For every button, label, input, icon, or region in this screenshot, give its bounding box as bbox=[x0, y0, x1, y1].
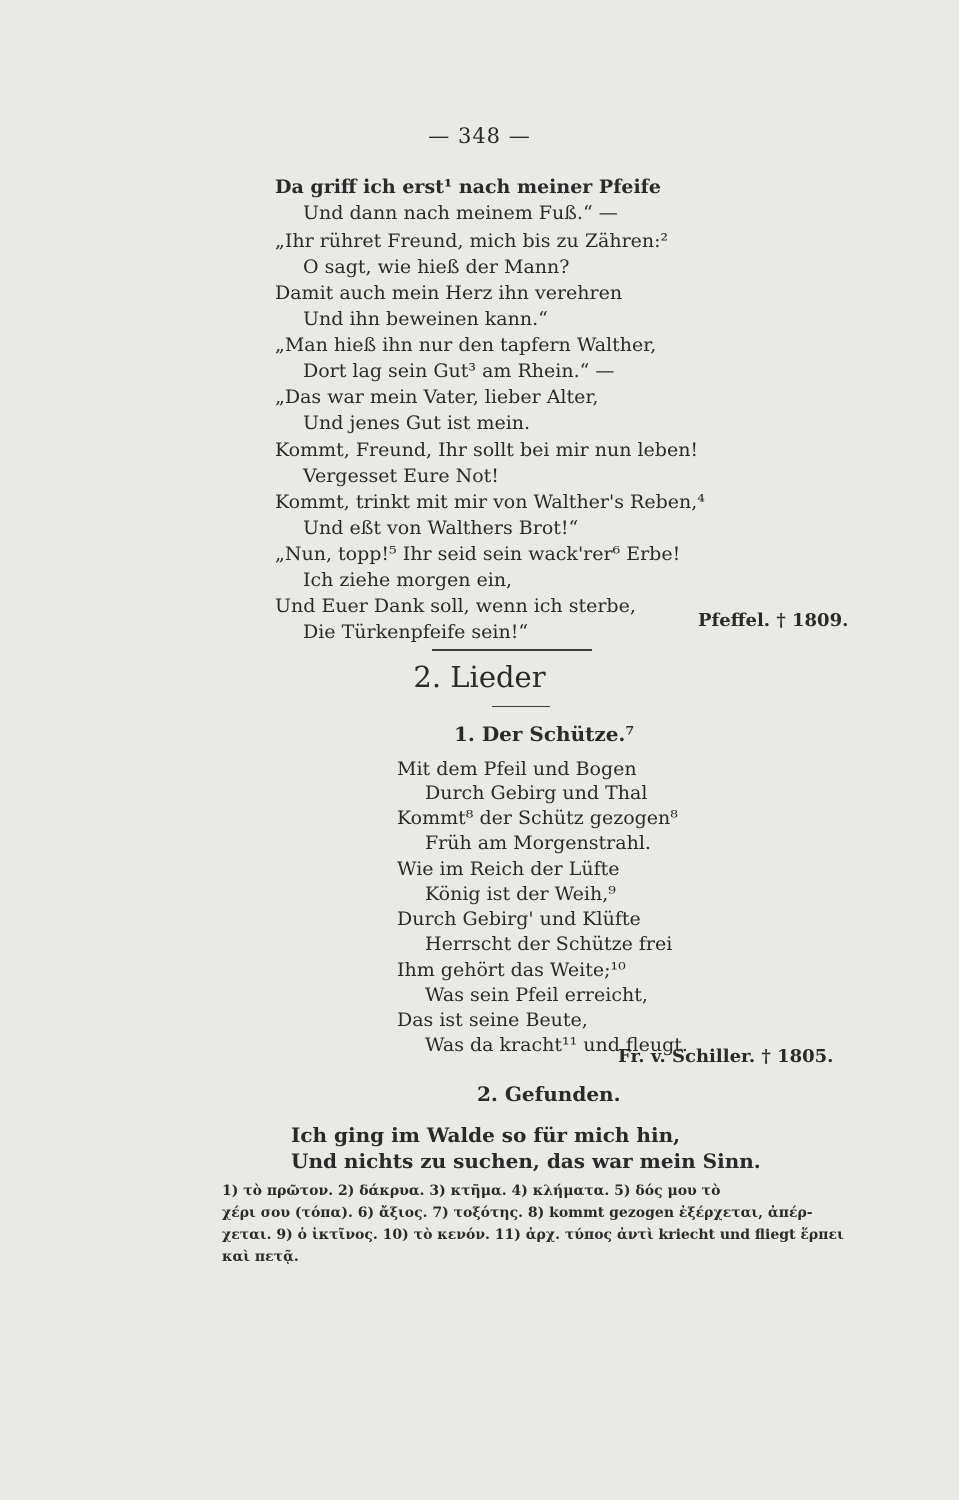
poem1-line: „Ihr rühret Freund, mich bis zu Zähren:² bbox=[275, 230, 669, 252]
song1-line: Was da kracht¹¹ und fleugt. bbox=[425, 1034, 688, 1056]
footnote-line: χέρι σου (τόπα). 6) ἄξιος. 7) τοξότης. 8) kommt gezogen ἐξέρχεται, ἀπέρ- bbox=[222, 1205, 813, 1221]
poem1-line: Und dann nach meinem Fuß.“ — bbox=[303, 202, 618, 224]
song2-line: Und nichts zu suchen, das war mein Sinn. bbox=[291, 1149, 761, 1173]
poem1-line: „Man hieß ihn nur den tapfern Walther, bbox=[275, 334, 657, 356]
footnote-line: καὶ πετᾷ. bbox=[222, 1249, 299, 1265]
song1-line: Ihm gehört das Weite;¹⁰ bbox=[397, 959, 626, 981]
song1-title: 1. Der Schütze.⁷ bbox=[454, 722, 635, 746]
divider-rule bbox=[432, 649, 592, 651]
song1-line: Herrscht der Schütze frei bbox=[425, 933, 673, 955]
page-number: — 348 — bbox=[428, 124, 531, 148]
poem1-line: Und eßt von Walthers Brot!“ bbox=[303, 517, 579, 539]
song1-line: Kommt⁸ der Schütz gezogen⁸ bbox=[397, 807, 678, 829]
poem1-author: Pfeffel. † 1809. bbox=[698, 610, 849, 631]
song1-line: Das ist seine Beute, bbox=[397, 1009, 588, 1031]
song1-line: Durch Gebirg' und Klüfte bbox=[397, 908, 641, 930]
poem1-line: Damit auch mein Herz ihn verehren bbox=[275, 282, 623, 304]
poem1-line: Dort lag sein Gut³ am Rhein.“ — bbox=[303, 360, 615, 382]
song2-title: 2. Gefunden. bbox=[477, 1082, 621, 1106]
divider-rule bbox=[492, 706, 550, 707]
section-title: 2. Lieder bbox=[413, 660, 546, 694]
song1-author: Fr. v. Schiller. † 1805. bbox=[618, 1046, 834, 1067]
song1-line: Früh am Morgenstrahl. bbox=[425, 832, 651, 854]
song1-line: Durch Gebirg und Thal bbox=[425, 782, 648, 804]
poem1-line: „Das war mein Vater, lieber Alter, bbox=[275, 386, 599, 408]
poem1-line: Und ihn beweinen kann.“ bbox=[303, 308, 548, 330]
poem1-line: Kommt, trinkt mit mir von Walther's Reben,⁴ bbox=[275, 491, 705, 513]
song1-line: König ist der Weih,⁹ bbox=[425, 883, 616, 905]
poem1-line: Und Euer Dank soll, wenn ich sterbe, bbox=[275, 595, 636, 617]
footnote-line: 1) τὸ πρῶτον. 2) δάκρυα. 3) κτῆμα. 4) κλήματα. 5) δός μου τὸ bbox=[222, 1183, 721, 1199]
poem1-line: Und jenes Gut ist mein. bbox=[303, 412, 531, 434]
poem1-line: „Nun, topp!⁵ Ihr seid sein wack'rer⁶ Erbe! bbox=[275, 543, 681, 565]
poem1-line: O sagt, wie hieß der Mann? bbox=[303, 256, 570, 278]
poem1-line: Ich ziehe morgen ein, bbox=[303, 569, 513, 591]
song1-line: Was sein Pfeil erreicht, bbox=[425, 984, 648, 1006]
poem1-line: Vergesset Eure Not! bbox=[303, 465, 499, 487]
song1-line: Wie im Reich der Lüfte bbox=[397, 858, 620, 880]
poem1-line: Kommt, Freund, Ihr sollt bei mir nun leben! bbox=[275, 439, 699, 461]
footnote-line: χεται. 9) ὁ ἰκτῖνος. 10) τὸ κενόν. 11) ἀρχ. τύπος ἀντὶ kriecht und fliegt ἕρπει bbox=[222, 1227, 844, 1243]
song2-line: Ich ging im Walde so für mich hin, bbox=[291, 1123, 681, 1147]
poem1-line: Die Türkenpfeife sein!“ bbox=[303, 621, 529, 643]
poem1-line: Da griff ich erst¹ nach meiner Pfeife bbox=[275, 176, 661, 198]
song1-line: Mit dem Pfeil und Bogen bbox=[397, 758, 637, 780]
